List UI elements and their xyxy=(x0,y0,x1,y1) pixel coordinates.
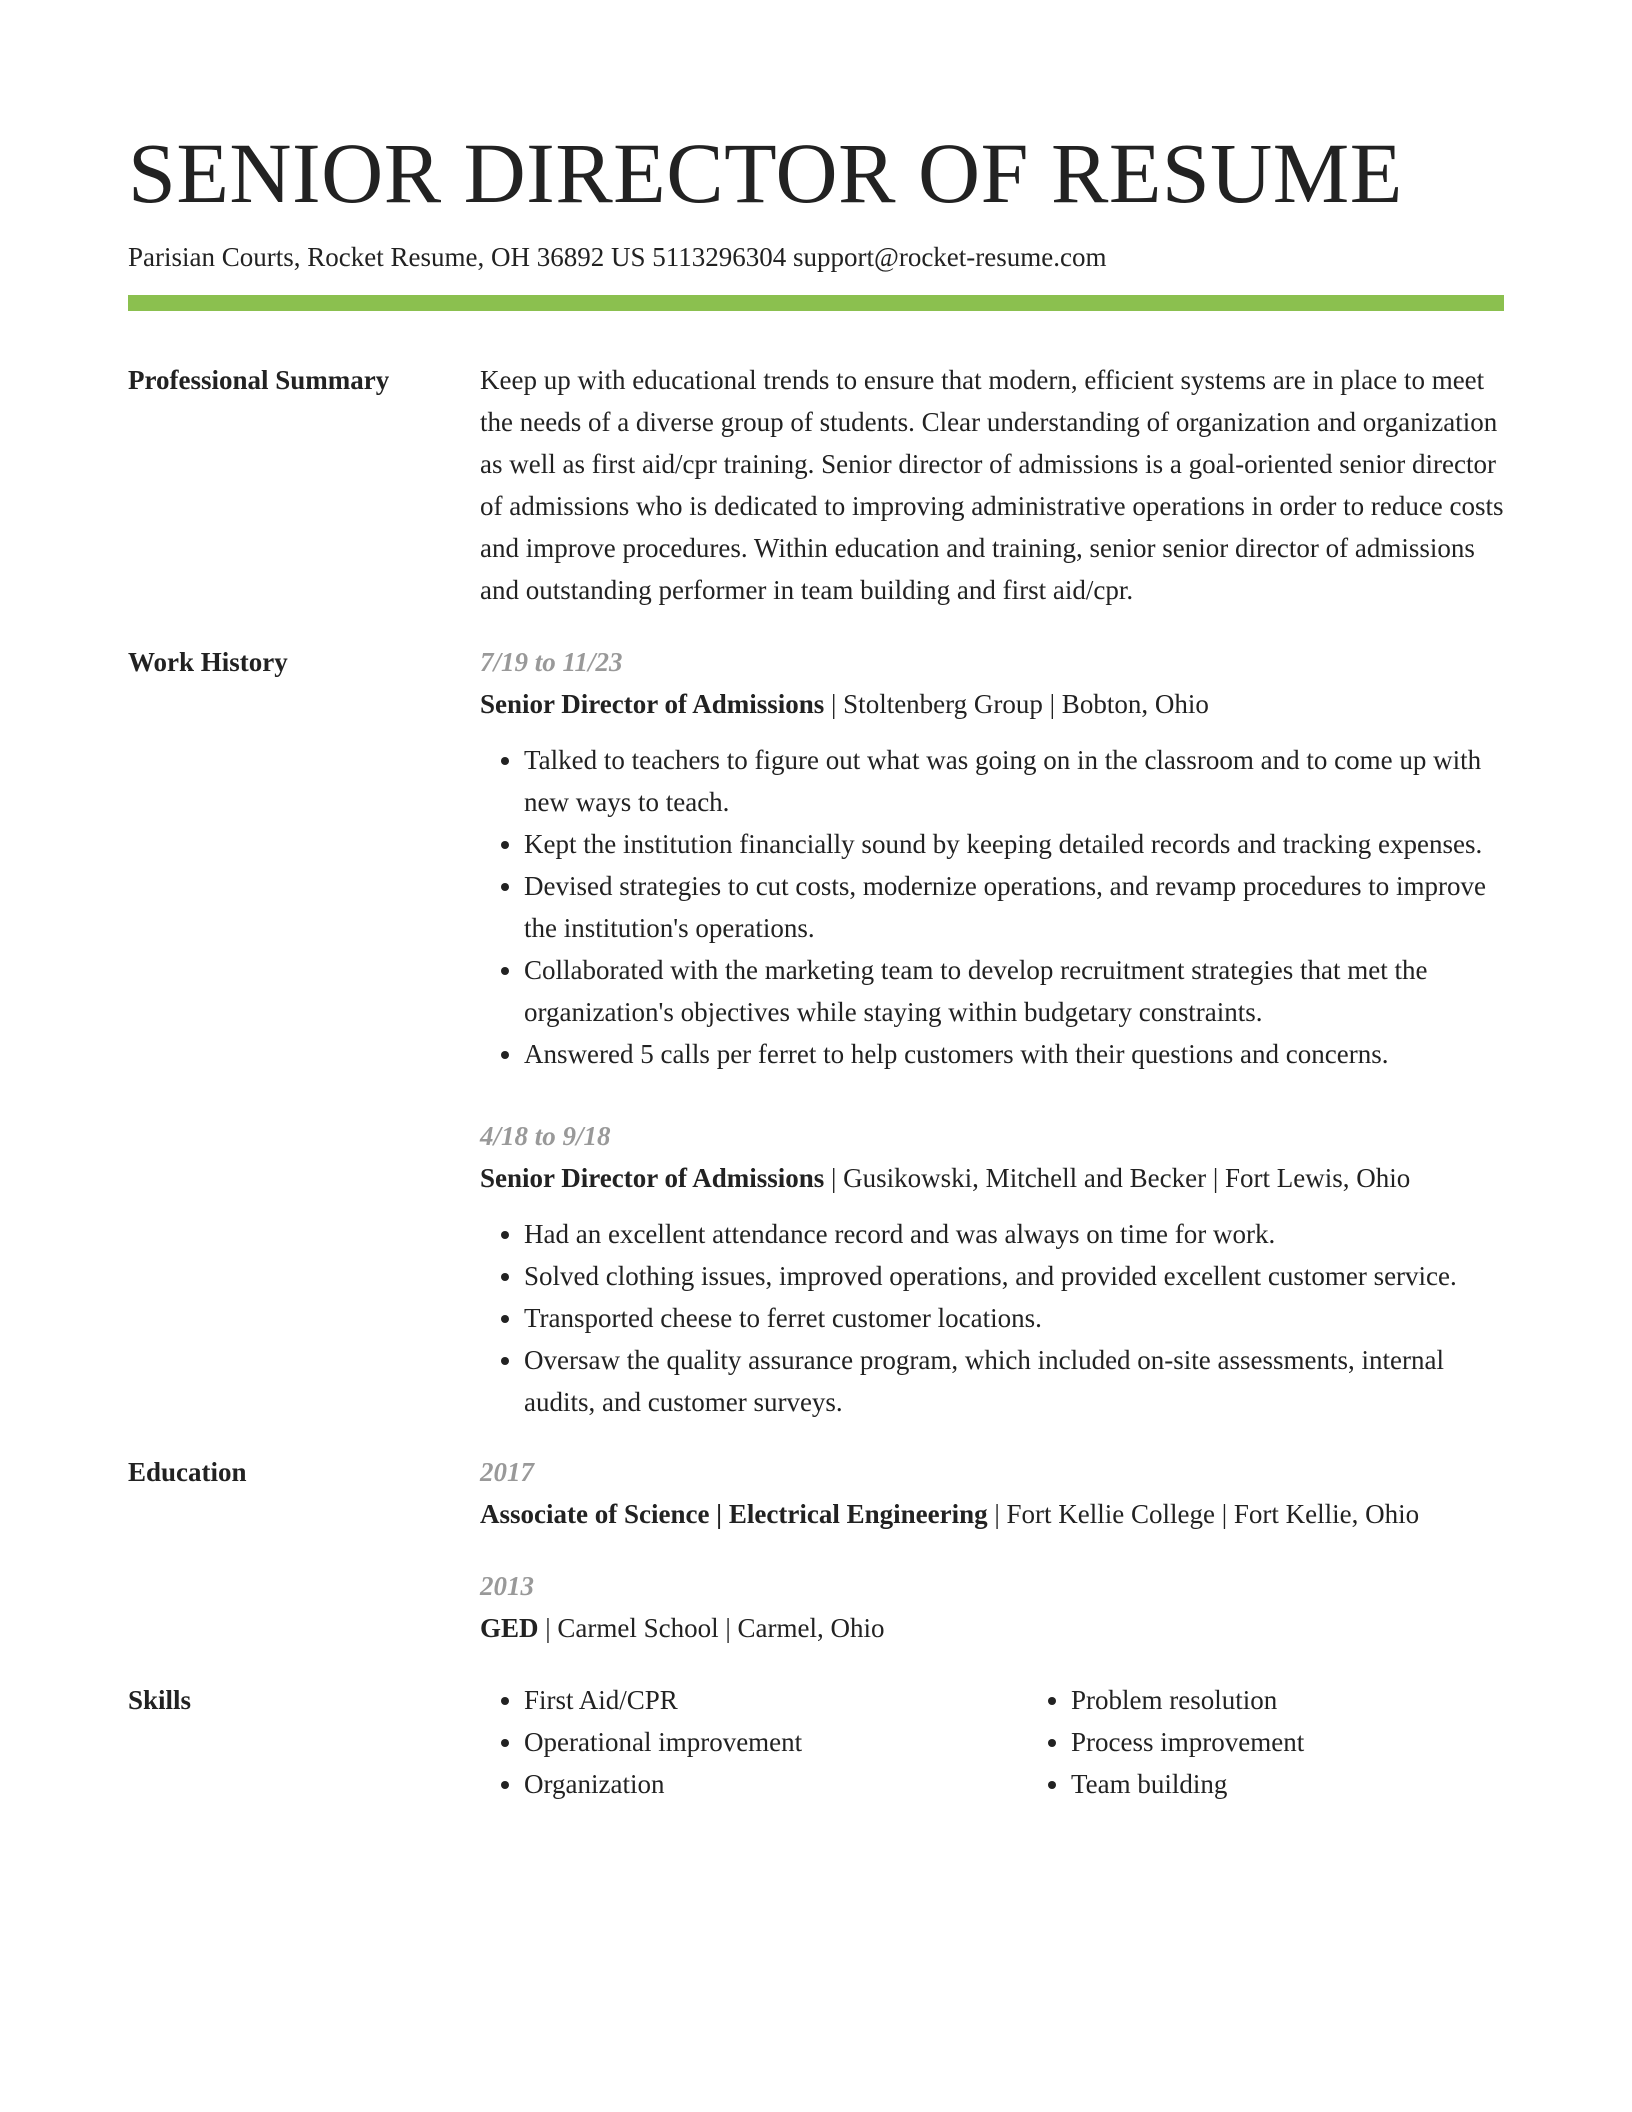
job-bullet: • Kept the institution financially sound by keeping detailed records and tracking expenses. xyxy=(524,823,1504,865)
job-bullet: • Talked to teachers to figure out what was going on in the classroom and to come up with new ways to teach. xyxy=(524,739,1504,823)
work-section xyxy=(128,641,1504,1423)
skills-section xyxy=(128,1679,1504,1805)
section-label-work: Work History xyxy=(128,647,288,677)
skill-item: • First Aid/CPR xyxy=(524,1679,1027,1721)
education-section xyxy=(128,1451,1504,1649)
job-heading xyxy=(480,1157,1504,1199)
education-content xyxy=(480,1451,1504,1649)
work-content xyxy=(480,641,1504,1423)
job-bullet: • Answered 5 calls per ferret to help customers with their questions and concerns. xyxy=(524,1033,1504,1075)
education-heading xyxy=(480,1493,1504,1535)
job-bullet: • Solved clothing issues, improved operations, and provided excellent customer service. xyxy=(524,1255,1504,1297)
skills-column-1 xyxy=(480,1679,1027,1805)
job-heading xyxy=(480,683,1504,725)
education-entry xyxy=(480,1451,1504,1535)
contact-line: Parisian Courts, Rocket Resume, OH 36892 US 5113296304 support@rocket-resume.com xyxy=(128,242,1107,272)
education-year: 2017 xyxy=(480,1457,534,1487)
summary-section xyxy=(128,359,1504,611)
job-bullets xyxy=(480,739,1504,1075)
job-bullet: • Oversaw the quality assurance program, which included on-site assessments, internal audits, and customer surveys. xyxy=(524,1339,1504,1423)
job-entry xyxy=(480,641,1504,1075)
job-title: Senior Director of Admissions xyxy=(480,689,825,719)
skills-column-2 xyxy=(1027,1679,1574,1805)
education-details: | Carmel School | Carmel, Ohio xyxy=(538,1613,885,1643)
job-details: | Stoltenberg Group | Bobton, Ohio xyxy=(824,689,1209,719)
job-title: Senior Director of Admissions xyxy=(480,1163,825,1193)
skills-grid xyxy=(480,1679,1574,1805)
skill-item: • Operational improvement xyxy=(524,1721,1027,1763)
job-bullet: • Collaborated with the marketing team to develop recruitment strategies that met the organization's objectives while staying within budgetary constraints. xyxy=(524,949,1504,1033)
education-year: 2013 xyxy=(480,1571,534,1601)
skill-item: • Process improvement xyxy=(1071,1721,1574,1763)
job-bullet: • Devised strategies to cut costs, modernize operations, and revamp procedures to improve the institution's operations. xyxy=(524,865,1504,949)
section-label-education: Education xyxy=(128,1457,247,1487)
job-entry xyxy=(480,1115,1504,1423)
job-details: | Gusikowski, Mitchell and Becker | Fort Lewis, Ohio xyxy=(824,1163,1411,1193)
education-entry xyxy=(480,1565,1504,1649)
skill-item: • Organization xyxy=(524,1763,1027,1805)
accent-divider xyxy=(128,295,1504,311)
job-bullet: • Transported cheese to ferret customer locations. xyxy=(524,1297,1504,1339)
section-label-summary: Professional Summary xyxy=(128,365,390,395)
skill-item: • Problem resolution xyxy=(1071,1679,1574,1721)
section-label-skills: Skills xyxy=(128,1685,192,1715)
education-degree: GED xyxy=(480,1613,539,1643)
education-degree: Associate of Science | Electrical Engineering xyxy=(480,1499,988,1529)
summary-text: Keep up with educational trends to ensure that modern, efficient systems are in place to meet the needs of a diverse group of students. Clear understanding of organization and organization as well as first aid/cpr training. Senior director of admissions is a goal-oriented senior director of admissions who is dedicated to improving administrative operations in order to reduce costs and improve procedures. Within education and training, senior senior director of admissions and outstanding performer in team building and first aid/cpr. xyxy=(480,365,1504,605)
job-dates: 7/19 to 11/23 xyxy=(480,647,623,677)
job-bullets xyxy=(480,1213,1504,1423)
education-details: | Fort Kellie College | Fort Kellie, Ohio xyxy=(987,1499,1420,1529)
skill-item: • Team building xyxy=(1071,1763,1574,1805)
education-heading xyxy=(480,1607,1504,1649)
resume-title: SENIOR DIRECTOR OF RESUME xyxy=(128,125,1403,221)
job-dates: 4/18 to 9/18 xyxy=(480,1121,611,1151)
job-bullet: • Had an excellent attendance record and was always on time for work. xyxy=(524,1213,1504,1255)
